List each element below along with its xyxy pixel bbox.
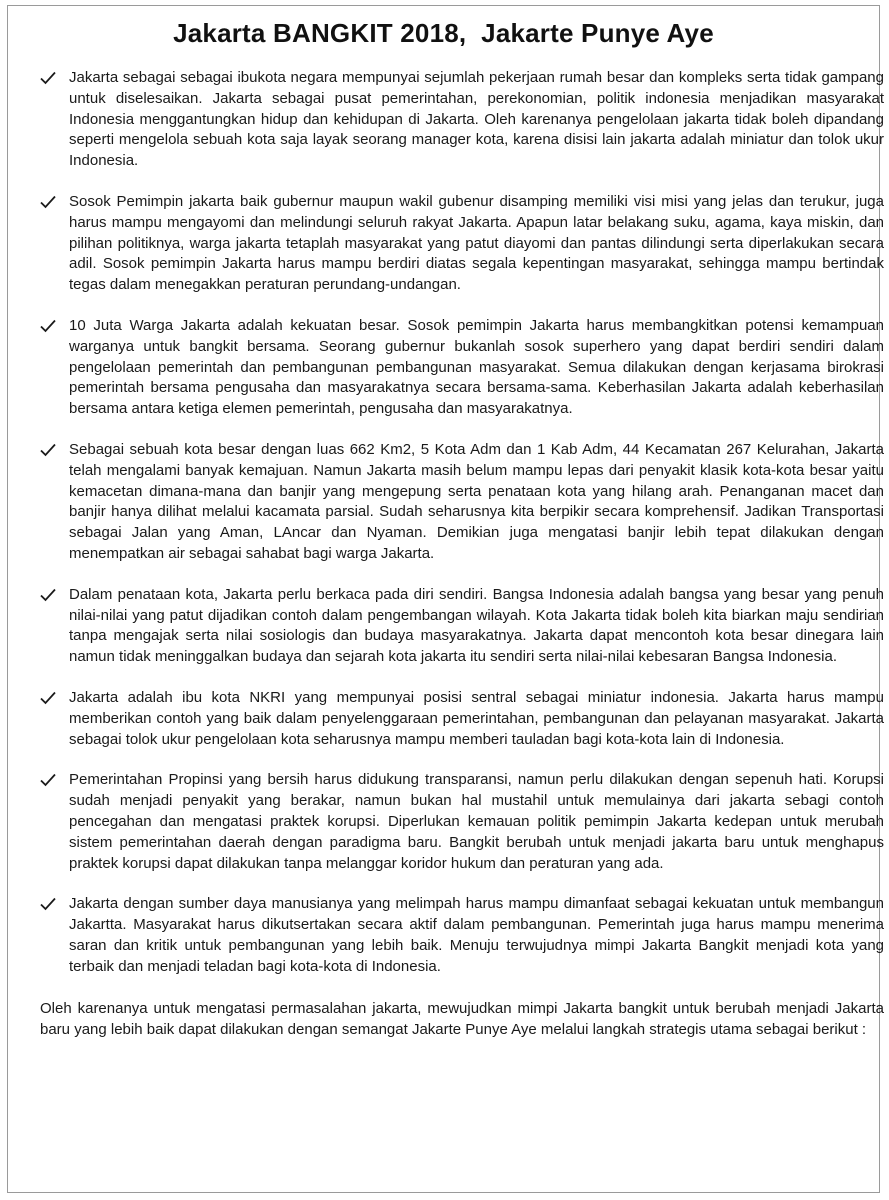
list-item (38, 316, 884, 420)
checkmark-icon (40, 195, 56, 209)
list-item (38, 192, 884, 296)
list-item-text: Dalam penataan kota, Jakarta perlu berkaca pada diri sendiri. Bangsa Indonesia adalah bangsa yang besar yang penuh nilai-nilai yang patut dijadikan contoh dalam pengembangan wilayah. Kota Jakarta tidak boleh kita biarkan maju sendirian tanpa mengajak serta nilai sosiologis dan budaya masyarakatnya. Jakarta dapat mencontoh kota besar dinegara lain namun tidak meninggalkan budaya dan sejarah kota jakarta itu sendiri serta nilai-nilai kebesaran Bangsa Indonesia. (69, 585, 884, 666)
checkmark-icon (40, 71, 56, 85)
list-item (38, 688, 884, 750)
checkmark-icon (40, 691, 56, 705)
list-item-text: Jakarta adalah ibu kota NKRI yang mempunyai posisi sentral sebagai miniatur indonesia. Jakarta harus mampu memberikan contoh yang baik dalam penyelenggaraan pemerintahan, pembangunan dan pelayanan masyarakat. Jakarta sebagai tolok ukur pengelolaan kota seharusnya mampu memberi tauladan bagi kota-kota lain di Indonesia. (69, 688, 884, 748)
list-item (38, 68, 884, 172)
document-body (38, 68, 884, 1041)
list-item-text: Sebagai sebuah kota besar dengan luas 662 Km2, 5 Kota Adm dan 1 Kab Adm, 44 Kecamatan 267 Kelurahan, Jakarta telah mengalami banyak kemajuan. Namun Jakarta masih belum mampu lepas dari penyakit klasik kota-kota besar yaitu kemacetan dimana-mana dan banjir yang mengepung serta penataan kota yang hilang arah. Penanganan macet dan banjir hanya dilihat melalui kacamata parsial. Sudah seharusnya kita berpikir secara komprehensif. Jadikan Transportasi sebagai Jalan yang Aman, LAncar dan Nyaman. Demikian juga mengatasi banjir lebih tepat dilakukan dengan menempatkan air sebagai sahabat bagi warga Jakarta. (69, 440, 884, 562)
checkmark-icon (40, 319, 56, 333)
list-item (38, 440, 884, 565)
list-item (38, 770, 884, 874)
document-page (7, 5, 884, 1193)
closing-paragraph: Oleh karenanya untuk mengatasi permasalahan jakarta, mewujudkan mimpi Jakarta bangkit untuk berubah menjadi Jakarta baru yang lebih baik dapat dilakukan dengan semangat Jakarte Punye Aye melalui langkah strategis utama sebagai berikut : (40, 1000, 884, 1039)
checkmark-icon (40, 897, 56, 911)
list-item-text: Jakarta sebagai sebagai ibukota negara mempunyai sejumlah pekerjaan rumah besar dan kompleks serta tidak gampang untuk diselesaikan. Jakarta sebagai pusat pemerintahan, perekonomian, politik indonesia menjadikan masyarakat Indonesia menggantungkan hidup dan kehidupan di Jakarta. Oleh karenanya pengelolaan jakarta tidak boleh dipandang seperti mengelola sebuah kota saja layak seorang manager kota, karena disisi lain jakarta adalah miniatur dan tolok ukur Indonesia. (69, 69, 884, 170)
list-item (38, 894, 884, 977)
document-title: Jakarta BANGKIT 2018, Jakarte Punye Aye (173, 18, 714, 48)
list-item-text: Jakarta dengan sumber daya manusianya yang melimpah harus mampu dimanfaat sebagai kekuatan untuk membangun Jakartta. Masyarakat harus dikutsertakan secara aktif dalam pembangunan. Pemerintah juga harus mampu menerima saran dan kritik untuk pembangunan yang lebih baik. Menuju terwujudnya mimpi Jakarta Bangkit menjadi kota yang terbaik dan menjadi teladan bagi kota-kota di Indonesia. (69, 895, 884, 975)
checkmark-icon (40, 588, 56, 602)
list-item (38, 585, 884, 668)
list-item-text: Sosok Pemimpin jakarta baik gubernur maupun wakil gubenur disamping memiliki visi misi yang jelas dan terukur, juga harus mampu mengayomi dan melindungi seluruh rakyat Jakarta. Apapun latar belakang suku, agama, kaya miskin, dan pilihan politiknya, warga jakarta tetaplah masyarakat yang patut diayomi dan pantas dilindungi serta diperlakukan secara adil. Sosok pemimpin Jakarta harus mampu berdiri diatas segala kepentingan masyarakat, sehingga mampu bertindak tegas dalam menegakkan peraturan perundang-undangan. (69, 192, 884, 294)
list-item-text: 10 Juta Warga Jakarta adalah kekuatan besar. Sosok pemimpin Jakarta harus membangkitkan potensi kemampuan warganya untuk bangkit bersama. Seorang gubernur bukanlah sosok superhero yang dapat berdiri sendiri dalam pengelolaan pemerintah dan pembangunan pembangunan masyarakat. Semua dilakukan dengan kerjasama birokrasi pemerintah bersama pengusaha dan masyarakatnya secara bersama-sama. Keberhasilan Jakarta adalah keberhasilan bersama antara ketiga elemen pemerintah, pengusaha dan masyarakatnya. (69, 316, 884, 418)
checkmark-icon (40, 773, 56, 787)
checkmark-icon (40, 443, 56, 457)
list-item-text: Pemerintahan Propinsi yang bersih harus didukung transparansi, namun perlu dilakukan dengan sepenuh hati. Korupsi sudah menjadi penyakit yang berakar, namun bukan hal mustahil untuk memulainya dari jakarta sebagi contoh pencegahan dan mengatasi praktek korupsi. Diperlukan kemauan politik pemimpin Jakarta kedepan untuk merubah sistem pemerintahan daerah dengan paradigma baru. Bangkit berubah untuk menjadi jakarta baru untuk menghapus praktek korupsi dapat dilakukan tanpa melanggar koridor hukum dan peraturan yang ada. (69, 771, 884, 872)
